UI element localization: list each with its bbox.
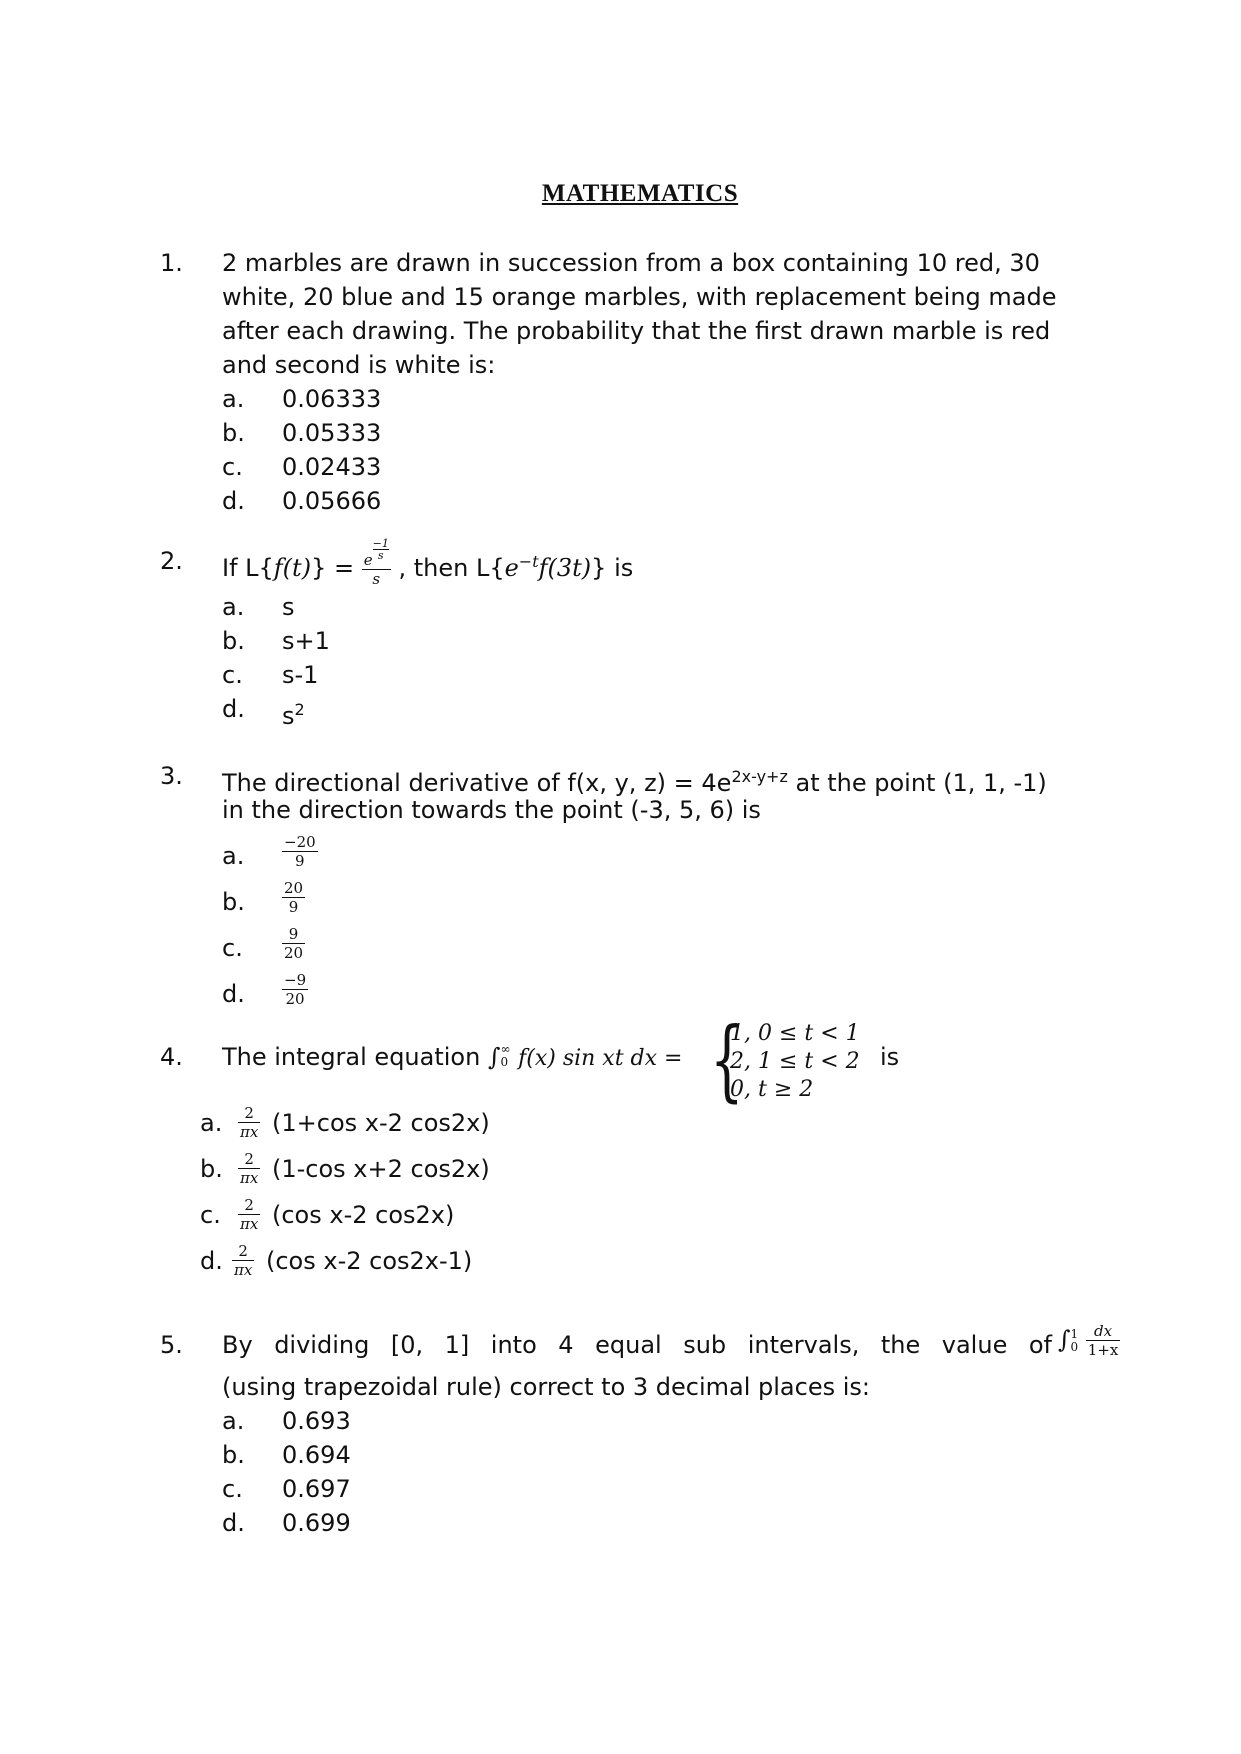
option-value: 0.697 — [282, 1475, 351, 1503]
integral-sign: ∫ — [487, 1043, 501, 1071]
text-segment: at the point (1, 1, -1) — [787, 769, 1047, 797]
option-letter: b. — [222, 888, 245, 916]
text-segment: If L{ — [222, 554, 274, 582]
option-letter: c. — [222, 1475, 243, 1503]
exponent: 2x-y+z — [731, 767, 788, 786]
option-fraction — [282, 879, 305, 916]
option-d — [222, 692, 922, 730]
option-c — [222, 925, 922, 977]
option-value: 0.693 — [282, 1407, 351, 1435]
option-letter: a. — [222, 385, 245, 413]
integral-expression — [1058, 1322, 1120, 1359]
exp-base: e — [363, 551, 373, 569]
exp-num: −1 — [372, 537, 389, 550]
text-segment: The integral equation — [222, 1043, 488, 1071]
option-letter: c. — [222, 661, 243, 689]
question-text-line: white, 20 blue and 15 orange marbles, with replacement being made — [222, 283, 1057, 311]
question-number: 1. — [160, 249, 183, 277]
option-a — [200, 1106, 900, 1152]
option-d — [200, 1244, 900, 1290]
option-fraction — [282, 971, 308, 1008]
option-value: (cos x-2 cos2x) — [272, 1201, 455, 1229]
fraction-denominator: 20 — [282, 989, 308, 1008]
option-value: 0.05666 — [282, 487, 382, 515]
text-segment: } is — [591, 554, 634, 582]
question-text — [222, 537, 1128, 594]
option-b — [222, 624, 922, 659]
fraction-numerator: dx — [1094, 1322, 1113, 1340]
option-c — [200, 1198, 900, 1244]
option-letter: b. — [200, 1155, 223, 1183]
option-letter: a. — [222, 593, 245, 621]
option-a — [222, 1404, 922, 1439]
question-text — [222, 1040, 1128, 1076]
question-text-line: after each drawing. The probability that the first drawn marble is red — [222, 317, 1051, 345]
question-text-line: (using trapezoidal rule) correct to 3 decimal places is: — [222, 1373, 870, 1401]
option-letter: d. — [222, 695, 245, 723]
option-letter: a. — [222, 1407, 245, 1435]
fraction-denominator: πx — [240, 1123, 259, 1141]
option-d — [222, 971, 922, 1023]
option-c — [222, 1472, 922, 1507]
option-value — [282, 692, 305, 734]
fraction-denominator: πx — [240, 1215, 259, 1233]
text-segment: The directional derivative of f(x, y, z) = 4e — [222, 769, 732, 797]
fraction-denominator: 9 — [282, 897, 305, 916]
option-letter: d. — [222, 980, 245, 1008]
question-text-line: By dividing [0, 1] into 4 equal sub intervals, the value of — [222, 1331, 1052, 1359]
option-b — [222, 879, 922, 931]
option-a — [222, 590, 922, 625]
option-fraction — [238, 1104, 260, 1141]
math-exponent: −t — [518, 552, 539, 571]
option-letter: c. — [222, 934, 243, 962]
fraction-numerator: −9 — [284, 971, 307, 989]
exp-den: s — [373, 549, 389, 561]
option-value: 0.02433 — [282, 453, 382, 481]
text-segment: } = — [311, 554, 355, 582]
fraction-denominator: 1+x — [1087, 1341, 1119, 1359]
fraction-numerator: 2 — [244, 1104, 254, 1122]
integral-upper: ∞ — [500, 1042, 511, 1056]
integrand: f(x) sin xt dx = — [518, 1046, 683, 1071]
piecewise-case: 2, 1 ≤ t < 2 — [730, 1049, 860, 1074]
piecewise-case: 0, t ≥ 2 — [730, 1077, 814, 1102]
option-b — [222, 1438, 922, 1473]
option-b — [200, 1152, 900, 1198]
question-text-line: 2 marbles are drawn in succession from a box containing 10 red, 30 — [222, 249, 1040, 277]
option-value: 0.694 — [282, 1441, 351, 1469]
text-segment: is — [880, 1043, 900, 1071]
question-number: 3. — [160, 762, 183, 790]
math-base: e — [504, 554, 519, 582]
fraction-numerator: 20 — [284, 879, 304, 897]
question-number: 5. — [160, 1331, 183, 1359]
option-base: s — [282, 702, 295, 730]
fraction-denominator: 9 — [282, 851, 318, 870]
option-fraction — [282, 833, 318, 870]
option-value: (cos x-2 cos2x-1) — [266, 1247, 473, 1275]
fraction-numerator: 2 — [244, 1150, 254, 1168]
option-c — [222, 658, 922, 693]
option-fraction — [282, 925, 305, 962]
fraction-numerator: 2 — [238, 1242, 248, 1260]
integrand-fraction — [1086, 1322, 1121, 1359]
piecewise-case: 1, 0 ≤ t < 1 — [730, 1021, 860, 1046]
option-value: 0.699 — [282, 1509, 351, 1537]
text-segment: , then L{ — [398, 554, 505, 582]
option-b — [222, 416, 922, 451]
fraction-denominator: πx — [234, 1261, 253, 1279]
fraction-denominator: 20 — [284, 944, 304, 962]
option-value: 0.05333 — [282, 419, 382, 447]
option-value: s+1 — [282, 627, 330, 655]
option-letter: c. — [200, 1201, 221, 1229]
option-letter: d. — [222, 487, 245, 515]
question-number: 4. — [160, 1043, 183, 1071]
option-c — [222, 450, 922, 485]
integral-upper: 1 — [1070, 1326, 1079, 1341]
option-value: 0.06333 — [282, 385, 382, 413]
option-a — [222, 833, 922, 885]
option-letter: b. — [222, 1441, 245, 1469]
option-fraction — [238, 1150, 260, 1187]
option-value: (1-cos x+2 cos2x) — [272, 1155, 490, 1183]
option-letter: d. — [222, 1509, 245, 1537]
question-text-line: in the direction towards the point (-3, 5, 6) is — [222, 796, 761, 824]
option-d — [222, 1506, 922, 1541]
fraction-numerator: 2 — [244, 1196, 254, 1214]
option-d — [222, 484, 922, 519]
option-a — [222, 382, 922, 417]
fraction-denominator: s — [362, 569, 391, 588]
page-title: MATHEMATICS — [541, 180, 739, 207]
question-text-line: and second is white is: — [222, 351, 496, 379]
option-value: (1+cos x-2 cos2x) — [272, 1109, 490, 1137]
fraction-numerator: −20 — [284, 833, 316, 851]
left-brace: { — [710, 1008, 744, 1111]
piecewise-function — [710, 1008, 870, 1120]
fraction-numerator: 9 — [288, 925, 299, 943]
option-fraction — [232, 1242, 254, 1279]
option-value: s-1 — [282, 661, 319, 689]
question-number: 2. — [160, 547, 183, 575]
integral-sign: ∫ — [1058, 1325, 1071, 1354]
integral-lower: 0 — [500, 1055, 509, 1069]
option-letter: b. — [222, 627, 245, 655]
option-letter: a. — [222, 842, 245, 870]
integral-lower: 0 — [1070, 1339, 1079, 1354]
laplace-fraction — [362, 538, 391, 588]
option-value: s — [282, 593, 295, 621]
math-function: f(t) — [273, 554, 312, 582]
option-letter: a. — [200, 1109, 223, 1137]
math-function: f(3t) — [538, 554, 592, 582]
fraction-denominator: πx — [240, 1169, 259, 1187]
option-letter: c. — [222, 453, 243, 481]
option-fraction — [238, 1196, 260, 1233]
option-letter: d. — [200, 1247, 223, 1275]
option-letter: b. — [222, 419, 245, 447]
option-exponent: 2 — [294, 700, 305, 719]
